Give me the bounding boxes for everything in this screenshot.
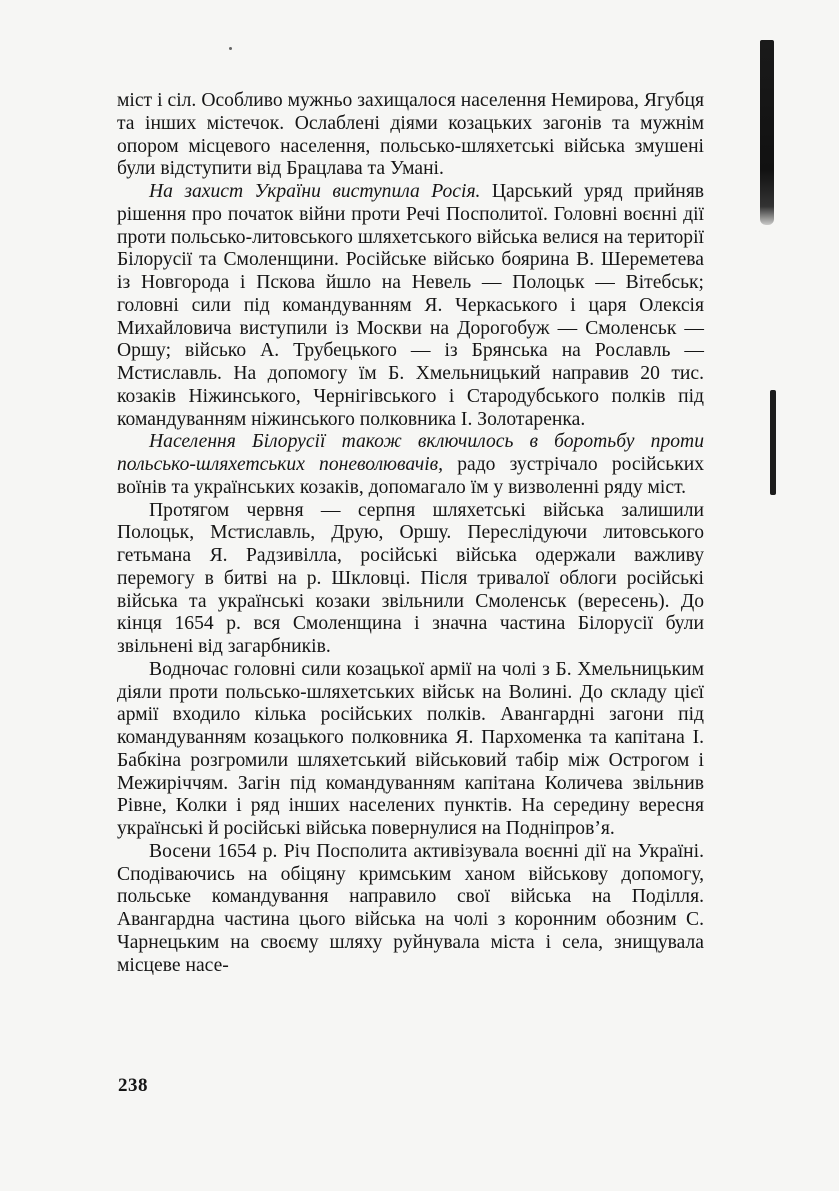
paragraph xyxy=(117,500,704,659)
paragraph xyxy=(117,431,704,499)
body-text xyxy=(117,90,704,977)
text-run: Восени 1654 р. Річ Посполита активізувала воєнні дії на Україні. Сподіваючись на обіцяну кримським ханом військову допомогу, польське командування направило свої війська на Поділля. Авангардна частина цього війська на чолі з коронним обозним С. Чарнецьким на своєму шляху руйнувала міста і села, знищувала місцеве насе- xyxy=(117,840,704,976)
page-number: 238 xyxy=(118,1075,148,1096)
text-run: Царський уряд прийняв рішення про початок війни проти Речі Посполитої. Головні воєнні дії проти польсько-литовського шляхетського війська велися на території Білорусії та Смоленщини. Російське військо боярина В. Шереметева із Новгорода і Пскова йшло на Невель — Полоцьк — Вітебськ; головні сили під командуванням Я. Черкаського і царя Олексія Михайловича виступили із Москви на Дорогобуж — Смоленськ — Оршу; військо А. Трубецького — із Брянська на Рославль — Мстиславль. На допомогу їм Б. Хмельницький направив 20 тис. козаків Ніжинського, Чернігівського і Стародубського полків під командуванням ніжинського полковника І. Золотаренка. xyxy=(117,181,704,430)
scan-edge-mark xyxy=(770,390,776,495)
paragraph xyxy=(117,181,704,431)
paragraph xyxy=(117,90,704,181)
dust-speck xyxy=(229,47,232,50)
italic-lead: На захист України виступила Росія. xyxy=(149,181,481,202)
text-run: Протягом червня — серпня шляхетські війська залишили Полоцьк, Мстиславль, Друю, Оршу. Переслідуючи литовського гетьмана Я. Радзивілла, російські війська одержали важливу перемогу в битві на р. Шкловці. Після тривалої облоги російські війська та українські козаки звільнили Смоленськ (вересень). До кінця 1654 р. вся Смоленщина і значна частина Білорусії були звільнені від загарбників. xyxy=(117,499,704,657)
scan-edge-mark xyxy=(760,40,774,225)
paragraph xyxy=(117,841,704,978)
text-run: радо зустрічало російських воїнів та українських козаків, допомагало їм у визволенні ряду міст. xyxy=(117,454,704,498)
text-run: Водночас головні сили козацької армії на чолі з Б. Хмельницьким діяли проти польсько-шляхетських військ на Волині. До складу цієї армії входило кілька російських полків. Авангардні загони під командуванням козацького полковника Я. Пархоменка та капітана І. Бабкіна розгромили шляхетський військовий табір між Острогом і Межиріччям. Загін під командуванням капітана Количева звільнив Рівне, Колки і ряд інших населених пунктів. На середину вересня українські й російські війська повернулися на Подніпров’я. xyxy=(117,658,704,839)
italic-lead: Населення Білорусії також включилось в боротьбу проти польсько-шляхетських поневолювачів, xyxy=(117,431,704,475)
text-run: міст і сіл. Особливо мужньо захищалося населення Немирова, Ягубця та інших містечок. Ослаблені діями козацьких загонів та мужнім опором місцевого населення, польсько-шляхетські війська змушені були відступити від Брацлава та Умані. xyxy=(117,90,704,180)
paragraph xyxy=(117,659,704,841)
